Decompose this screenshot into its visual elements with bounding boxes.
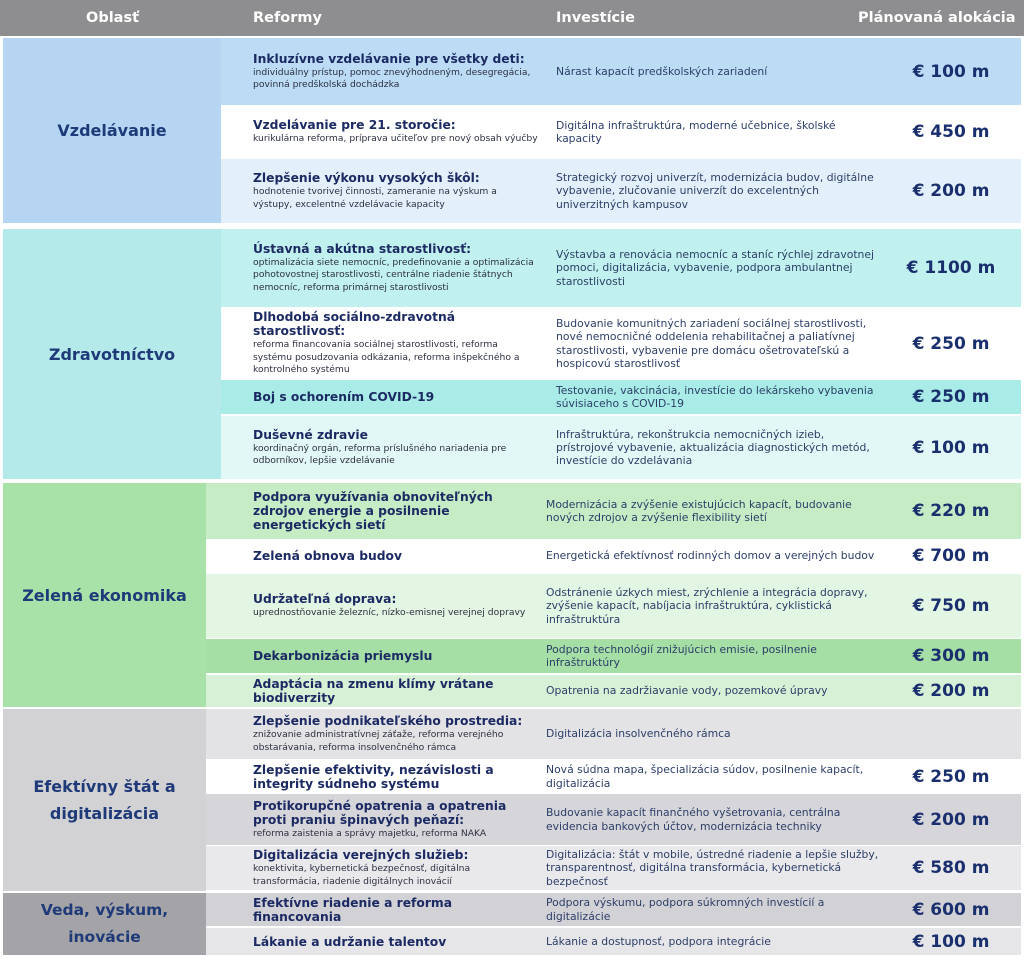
reform-title: Inkluzívne vzdelávanie pre všetky deti: <box>253 51 525 66</box>
reform-title: Ústavná a akútna starostlivosť: <box>253 241 472 256</box>
reform-cell <box>253 761 528 792</box>
reform-title: Zlepšenie podnikateľského prostredia: <box>253 714 523 729</box>
reform-description: koordinačný orgán, reforma príslušného nariadenia pre odborníkov, lepšie vzdelávanie <box>253 442 507 466</box>
reform-cell <box>253 540 528 572</box>
area-cell-vzdelavanie: Vzdelávanie <box>3 38 221 223</box>
reform-title: Zlepšenie efektivity, nezávislosti a integrity súdneho systému <box>253 762 494 791</box>
reform-cell <box>253 675 528 707</box>
investment-cell: Infraštruktúra, rekonštrukcia nemocničných izieb, prístrojové vybavenie, aktualizácia diagnostických metód, investície do vzdelávania <box>556 427 870 468</box>
reform-title: Protikorupčné opatrenia a opatrenia proti praniu špinavých peňazí: <box>253 798 507 827</box>
investment-cell: Odstránenie úzkych miest, zrýchlenie a integrácia dopravy, zvýšenie kapacít, nabíjacia infraštruktúra, cyklistická infraštruktúra <box>546 586 868 626</box>
header-alokacia: Plánovaná alokácia <box>858 10 1016 26</box>
reform-cell <box>253 794 528 845</box>
header-oblast: Oblasť <box>86 10 140 26</box>
table-row <box>206 675 1021 707</box>
table-row <box>221 309 1021 378</box>
investment-cell: Digitalizácia insolvenčného rámca <box>546 727 731 741</box>
investment-cell: Lákanie a dostupnosť, podpora integrácie <box>546 934 771 948</box>
table-row <box>206 483 1021 539</box>
allocation-amount: € 200 m <box>912 181 990 201</box>
investment-cell: Podpora technológií znižujúcich emisie, posilnenie infraštruktúry <box>546 642 817 669</box>
allocation-amount: € 100 m <box>912 437 990 458</box>
area-cell-zdravotnictvo: Zdravotníctvo <box>3 229 221 479</box>
table-row <box>206 574 1021 638</box>
reform-title: Podpora využívania obnoviteľných zdrojov energie a posilnenie energetických sietí <box>253 490 493 532</box>
table-row <box>221 107 1021 157</box>
reform-cell <box>253 229 538 307</box>
table-row <box>206 846 1021 890</box>
reform-description: konektivita, kybernetická bezpečnosť, digitálna transformácia, riadenie digitálnych inovácií <box>253 863 471 887</box>
reform-description: znižovanie administratívnej záťaže, reforma verejného obstarávania, reforma insolvenčného rámca <box>253 729 504 753</box>
area-cell-efektivny-stat: Efektívny štát a digitalizácia <box>3 709 206 891</box>
header-reformy: Reformy <box>253 10 322 26</box>
reform-description: optimalizácia siete nemocníc, predefinovanie a optimalizácia pohotovostnej starostlivosti, centrálne riadenie štátnych nemocníc, reforma primárnej starostlivosti <box>253 256 534 293</box>
reform-cell <box>253 380 538 414</box>
reform-description: kurikulárna reforma, príprava učiteľov pre nový obsah výučby <box>253 133 538 145</box>
reform-title: Dekarbonizácia priemyslu <box>253 649 433 663</box>
investment-cell: Budovanie kapacít finančného vyšetrovania, centrálna evidencia bankových účtov, modernizácia techniky <box>546 806 841 833</box>
reform-cell <box>253 416 538 479</box>
table-row <box>221 159 1021 223</box>
reform-title: Zelená obnova budov <box>253 549 403 563</box>
investment-cell: Nová súdna mapa, špecializácia súdov, posilnenie kapacít, digitalizácia <box>546 763 864 790</box>
allocation-amount: € 250 m <box>912 333 990 354</box>
reform-cell <box>253 574 528 638</box>
area-cell-veda-vyskum: Veda, výskum, inovácie <box>3 893 206 955</box>
reform-cell <box>253 893 528 926</box>
allocation-amount: € 100 m <box>912 931 990 952</box>
reform-title: Dlhodobá sociálno-zdravotná starostlivosť: <box>253 310 456 339</box>
allocation-amount: € 200 m <box>912 809 990 830</box>
reform-description: reforma financovania sociálnej starostlivosti, reforma systému posudzovania odkázania, reforma inšpekčného a kontrolného systému <box>253 339 520 376</box>
reform-cell <box>253 928 528 955</box>
table-row <box>221 38 1021 105</box>
reform-cell <box>253 159 538 223</box>
reform-title: Zlepšenie výkonu vysokých škôl: <box>253 171 480 186</box>
table-row <box>221 416 1021 479</box>
reform-cell <box>253 107 538 157</box>
allocation-amount: € 1100 m <box>906 258 996 278</box>
reform-cell <box>253 38 538 105</box>
allocation-amount: € 250 m <box>912 766 990 787</box>
table-row <box>206 794 1021 845</box>
allocation-amount: € 600 m <box>912 899 990 920</box>
reform-title: Efektívne riadenie a reforma financovania <box>253 895 453 924</box>
reform-title: Boj s ochorením COVID-19 <box>253 390 435 404</box>
reform-title: Adaptácia na zmenu klímy vrátane biodiverzity <box>253 677 494 705</box>
reform-cell <box>253 709 528 759</box>
reform-title: Duševné zdravie <box>253 427 368 442</box>
reform-cell <box>253 846 528 890</box>
table-header <box>0 0 1024 36</box>
area-cell-zelena-ekonomika: Zelená ekonomika <box>3 483 206 707</box>
allocation-amount: € 580 m <box>912 858 990 878</box>
reform-description: individuálny prístup, pomoc znevýhodneným, desegregácia, povinná predškolská dochádzka <box>253 66 531 90</box>
investment-cell: Nárast kapacít predškolských zariadení <box>556 64 768 78</box>
allocation-amount: € 750 m <box>912 596 990 616</box>
reform-title: Vzdelávanie pre 21. storočie: <box>253 118 456 133</box>
investment-cell: Budovanie komunitných zariadení sociálnej starostlivosti, nové nemocničné oddelenia rehabilitačnej a paliatívnej starostlivosti, vybavenie pre domácu ošetrovateľskú a hospicovú starostlivosť <box>556 317 867 370</box>
reform-cell <box>253 309 538 378</box>
investment-cell: Opatrenia na zadržiavanie vody, pozemkové úpravy <box>546 684 828 698</box>
allocation-amount: € 200 m <box>912 681 990 701</box>
table-row <box>206 639 1021 673</box>
allocation-amount <box>881 709 1021 759</box>
reform-description: hodnotenie tvorivej činnosti, zameranie na výskum a výstupy, excelentné vzdelávacie kapacity <box>253 186 497 210</box>
investment-cell: Testovanie, vakcinácia, investície do lekárskeho vybavenia súvisiaceho s COVID-19 <box>556 383 874 410</box>
investment-cell: Modernizácia a zvýšenie existujúcich kapacít, budovanie nových zdrojov a zvýšenie flexibility sietí <box>546 497 852 524</box>
investment-cell: Digitálna infraštruktúra, moderné učebnice, školské kapacity <box>556 118 836 145</box>
reform-cell <box>253 639 528 673</box>
investment-cell: Podpora výskumu, podpora súkromných investícií a digitalizácie <box>546 896 825 923</box>
allocation-amount: € 300 m <box>912 646 990 666</box>
investment-cell: Strategický rozvoj univerzít, modernizácia budov, digitálne vybavenie, zlučovanie univerzít do excelentných univerzitných kampusov <box>556 171 874 211</box>
table-row <box>206 540 1021 572</box>
table-row <box>206 893 1021 926</box>
allocation-amount: € 250 m <box>912 387 990 407</box>
header-investicie: Investície <box>556 10 635 26</box>
investment-cell: Energetická efektívnosť rodinných domov a verejných budov <box>546 549 875 563</box>
reform-title: Digitalizácia verejných služieb: <box>253 848 469 863</box>
table-row <box>221 229 1021 307</box>
investment-cell: Výstavba a renovácia nemocníc a staníc rýchlej zdravotnej pomoci, digitalizácia, vybavenie, podpora ambulantnej starostlivosti <box>556 248 875 288</box>
table-row <box>206 709 1021 759</box>
allocation-amount: € 700 m <box>912 546 990 566</box>
table-row <box>206 928 1021 955</box>
reform-title: Udržateľná doprava: <box>253 592 397 607</box>
allocation-amount: € 100 m <box>912 61 990 82</box>
investment-cell: Digitalizácia: štát v mobile, ústredné riadenie a lepšie služby, transparentnosť, digitálna transformácia, kybernetická bezpečnosť <box>546 848 879 888</box>
reform-description: uprednostňovanie železníc, nízko-emisnej verejnej dopravy <box>253 607 526 619</box>
table-row <box>206 761 1021 792</box>
reform-description: reforma zaistenia a správy majetku, reforma NAKA <box>253 827 487 839</box>
reform-cell <box>253 483 528 539</box>
allocation-amount: € 220 m <box>912 501 990 521</box>
reform-title: Lákanie a udržanie talentov <box>253 934 447 949</box>
table-row <box>221 380 1021 414</box>
allocation-amount: € 450 m <box>912 122 990 142</box>
